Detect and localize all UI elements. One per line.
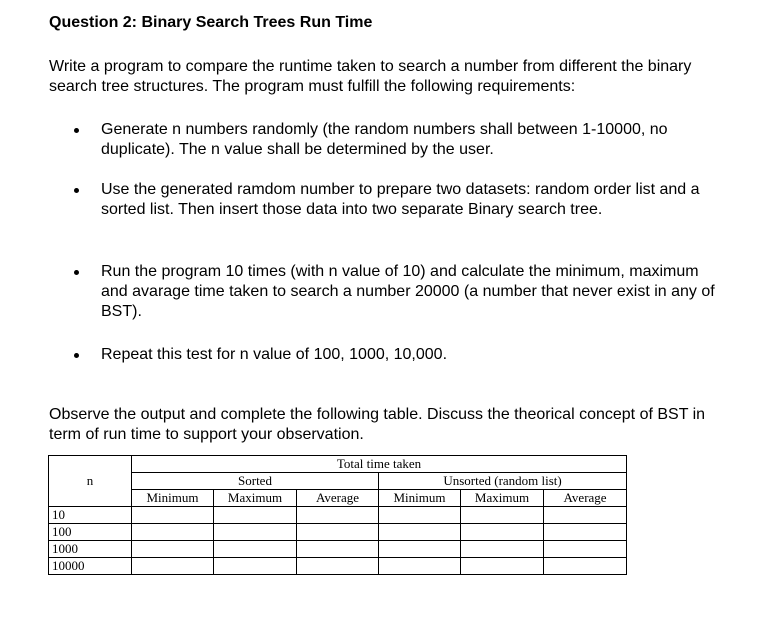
question-heading: Question 2: Binary Search Trees Run Time (49, 14, 373, 31)
empty-cell (461, 541, 544, 558)
n-header: n (49, 473, 132, 490)
n-value-cell: 10000 (49, 558, 132, 575)
requirement-text: Generate n numbers randomly (the random numbers shall between 1-10000, no duplicate). The n value shall be determined by the user. (101, 121, 668, 158)
sorted-maximum-header: Maximum (214, 490, 297, 507)
empty-cell (461, 524, 544, 541)
requirement-text: Repeat this test for n value of 100, 1000, 10,000. (101, 346, 448, 363)
empty-cell (379, 524, 461, 541)
table-header-row (49, 456, 627, 473)
empty-cell (214, 507, 297, 524)
table-row (49, 524, 627, 541)
unsorted-header: Unsorted (random list) (379, 473, 627, 490)
empty-cell (379, 558, 461, 575)
empty-cell (214, 524, 297, 541)
empty-cell (132, 541, 214, 558)
empty-cell (544, 524, 627, 541)
empty-cell (297, 558, 379, 575)
table-row (49, 558, 627, 575)
requirement-text: Use the generated ramdom number to prepare two datasets: random order list and a sorted list. Then insert those data into two separate Binary search tree. (101, 181, 700, 218)
n-value-cell: 100 (49, 524, 132, 541)
empty-cell (132, 507, 214, 524)
table-row (49, 541, 627, 558)
empty-cell (297, 541, 379, 558)
empty-cell (379, 541, 461, 558)
empty-cell (544, 507, 627, 524)
table-header-row (49, 490, 627, 507)
intro-paragraph: Write a program to compare the runtime taken to search a number from different the binary search tree structures. The program must fulfill the following requirements: (49, 58, 692, 95)
empty-cell (461, 558, 544, 575)
total-time-header: Total time taken (132, 456, 627, 473)
empty-cell (214, 541, 297, 558)
n-value-cell: 1000 (49, 541, 132, 558)
empty-cell (379, 507, 461, 524)
empty-cell (297, 507, 379, 524)
observe-paragraph: Observe the output and complete the following table. Discuss the theorical concept of BST in term of run time to support your observation. (49, 406, 706, 443)
table-row (49, 507, 627, 524)
unsorted-maximum-header: Maximum (461, 490, 544, 507)
table-header-row (49, 473, 627, 490)
requirement-item (101, 180, 721, 220)
n-header-bottom (49, 490, 132, 507)
bullet-icon (74, 270, 79, 275)
empty-cell (461, 507, 544, 524)
unsorted-average-header: Average (544, 490, 627, 507)
sorted-minimum-header: Minimum (132, 490, 214, 507)
requirement-item (101, 262, 721, 322)
sorted-average-header: Average (297, 490, 379, 507)
requirement-text: Run the program 10 times (with n value of 10) and calculate the minimum, maximum and avarage time taken to search a number 20000 (a number that never exist in any of BST). (101, 263, 715, 320)
n-header-top (49, 456, 132, 473)
sorted-header: Sorted (132, 473, 379, 490)
unsorted-minimum-header: Minimum (379, 490, 461, 507)
empty-cell (297, 524, 379, 541)
results-table (48, 455, 627, 575)
empty-cell (544, 558, 627, 575)
bullet-icon (74, 128, 79, 133)
empty-cell (132, 558, 214, 575)
empty-cell (214, 558, 297, 575)
requirement-item (101, 345, 721, 365)
n-value-cell: 10 (49, 507, 132, 524)
empty-cell (544, 541, 627, 558)
bullet-icon (74, 353, 79, 358)
requirement-item (101, 120, 721, 160)
bullet-icon (74, 188, 79, 193)
empty-cell (132, 524, 214, 541)
